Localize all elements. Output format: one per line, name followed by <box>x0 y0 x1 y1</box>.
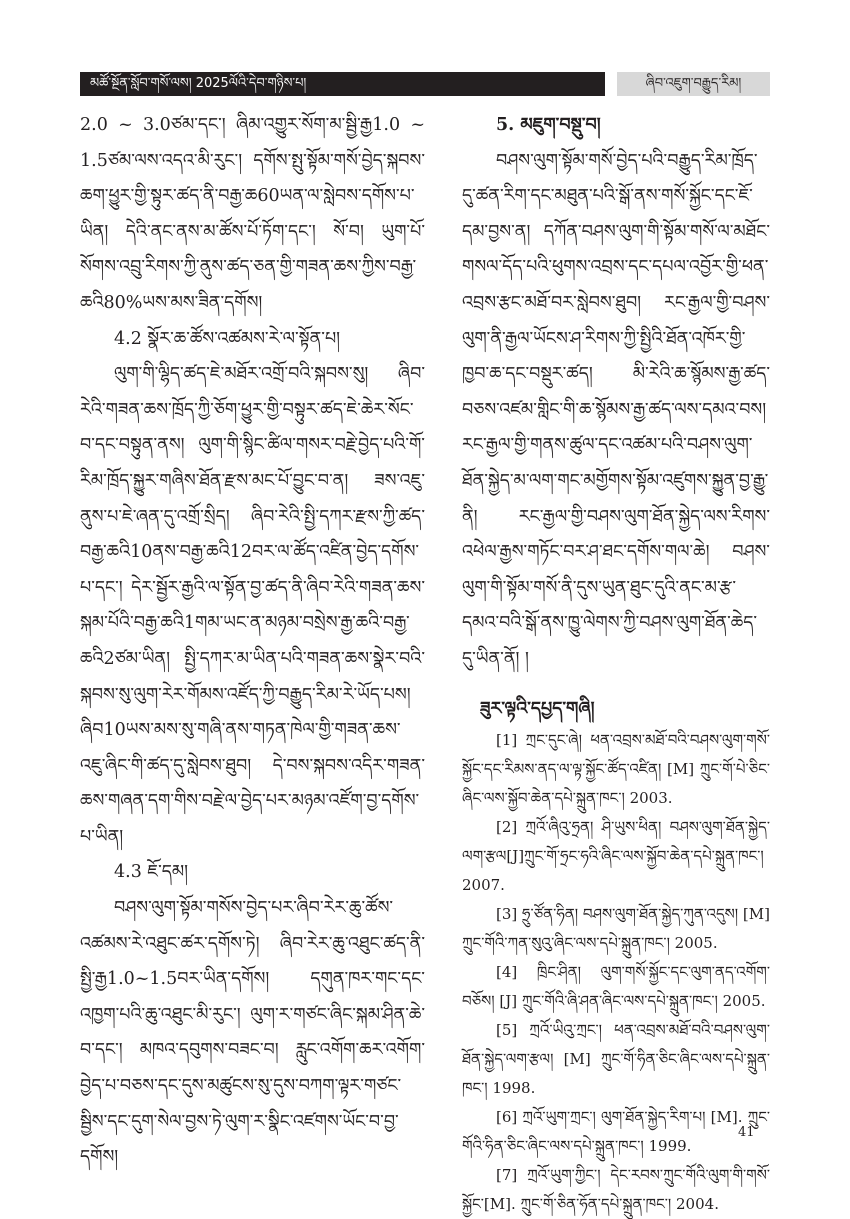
section-header: ཞིབ་འཇུག་བརྒྱུད་རིམ། <box>617 72 770 96</box>
body-paragraph: བཤས་ལུག་སྟོམ་གསོ་བྱེད་པའི་བརྒྱུད་རིམ་ཁྲོད་དུ་ཚན་རིག་དང་མཐུན་པའི་སྒོ་ནས་གསོ་སྐྱོང་དང་ཇོ་དམ་བྱས་ན། དཀོན་བཤས་ལུག་གི་སྟོམ་གསོ་ལ་མཐོང་གསལ་དོད་པའི་ཕུགས་འབྲས་དང་དཔལ་འབྱོར་གྱི་ཕན་འབྲས་རྩང་མཐོ་བར་སླེབས་ཐུབ། རང་རྒྱལ་གྱི་བཤས་ལུག་ནི་རྒྱལ་ཡོངས་ཤ་རིགས་ཀྱི་སྤྱིའི་ཐོན་འཁོར་གྱི་ཁྱབ་ཆ་དང་བསྡུར་ཚད། མི་རེའི་ཆ་སྙོམས་རྒྱ་ཚད་བཅས་འཛམ་གླིང་གི་ཆ་སྙོམས་རྒྱ་ཚད་ལས་དམའ་བས། རང་རྒྱལ་གྱི་གནས་ཚུལ་དང་འཚམ་པའི་བཤས་ལུག་ཐོན་སྐྱེད་མ་ལག་གང་མགྱོགས་སྟོམ་འཛུགས་སྐྱུན་བྱ་རྒྱུ་ནི། རང་རྒྱལ་གྱི་བཤས་ལུག་ཐོན་སྐྱེད་ལས་རིགས་འཕེལ་རྒྱས་གཏོང་བར་ཤ་ཐང་དགོས་གལ་ཆེ། བཤས་ལུག་གི་སྟོམ་གསོ་ནི་དུས་ཡུན་ཐུང་དུའི་ནང་མ་རྩ་དམའ་བའི་སྒོ་ནས་ཁྱུ་ལེགས་ཀྱི་བཤས་ལུག་ཐོན་ཆེད་དུ་ཡིན་ནོ། ། <box>462 150 770 669</box>
left-column <box>80 108 425 1176</box>
body-paragraph: 2.0 ~ 3.0ཙམ་དང་། ཞིམ་འགྱུར་སོག་མ་སྦྱི་རྒྱ1.0 ~ 1.5ཙམ་ལས་འདའ་མི་རུང་། དགོས་སྤུ་སྟོམ་གསོ་བྱེད་སྐབས་ཆག་ཕྱུར་གྱི་སྟུར་ཚད་ནི་བརྒྱ་ཆ60ཡན་ལ་སླེབས་དགོས་པ་ཡིན། དེའི་ནང་ནས་མ་ཚོས་པོ་ཏོག་དང་། སོ་བ། ཡུག་པོ་སོགས་འབྲུ་རིགས་ཀྱི་ནུས་ཚད་ཅན་གྱི་གཟན་ཆས་ཀྱིས་བརྒྱ་ཆའི80%ཡས་མས་ཟིན་དགོས། <box>80 115 425 313</box>
page-number: 41 <box>738 1125 755 1140</box>
reference-item: [2] ཀྲའོ་ཞིའུ་ཧྲན། ཤི་ཡུས་ཕིན། བཤས་ལུག་ཐོན་སྐྱེད་ལག་རྩལ[J]ཀྲུང་གོ་ཧྲང་ཧའི་ཞིང་ལས་སྐྱོབ་ཆེན་དཔེ་སྐྲུན་ཁང་། 2007. <box>462 817 770 894</box>
reference-item: [3] ཧྲུ་ཙོན་ཧིན། བཤས་ལུག་ཐོན་སྐྱེད་ཀུན་འདུས། [M] ཀྲུང་གོའི་ཀན་སུའུ་ཞིང་ལས་དཔེ་སྐྲུན་ཁང་། 2005. <box>462 904 770 952</box>
reference-item: [7] ཀྲའོ་ཡུག་ཀྱིང་། དེང་རབས་ཀྲུང་གོའི་ལུག་གི་གསོ་སྐྱོང་[M]. ཀྲུང་གོ་ཅིན་ཧོན་དཔེ་སྐྲུན་ཁང་། 2004. <box>462 1165 770 1213</box>
reference-item: [1] ཀྲང་དུང་ཞེ། ཕན་འབྲས་མཐོ་བའི་བཤས་ལུག་གསོ་སྐྱོང་དང་རིམས་ནད་ལ་ལྟ་སྐྱོང་ཚོད་འཛིན། [M] ཀྲུང་གོ་པེ་ཅིང་ཞིང་ལས་སྐྱོབ་ཆེན་དཔེ་སྐྲུན་ཁང་། 2003. <box>462 730 770 807</box>
section-heading-5: 5. མཇུག་བསྡུ་བ། <box>496 115 601 135</box>
journal-header: མཚོ་སྔོན་སློབ་གསོ་ལས། 2025ལོའི་དེབ་གཉིས་པ། <box>80 72 605 96</box>
section-heading-4-3: 4.3 ཇོ་དམ། <box>114 862 189 883</box>
references-title: ཟུར་ལྟའི་དཔྱད་གཞི། <box>480 698 595 719</box>
body-paragraph: ལུག་གི་ལྷིད་ཚད་ཇེ་མཐོར་འགྲོ་བའི་སྐབས་སུ། ཞིབ་རེའི་གཟན་ཆས་ཁྲོད་ཀྱི་ཅོག་ཕྱུར་གྱི་བསྟུར་ཚད་ཇེ་ཆེར་སོང་བ་དང་བསྟུན་ནས། ལུག་གི་སྙིང་ཚིལ་གསར་བརྗེ་བྱེད་པའི་གོ་རིམ་ཁྲོད་སྐྱུར་གཞིས་ཐོན་རྫས་མང་པོ་བྱུང་བ་ན། ཟས་འཇུ་ནུས་པ་ཇེ་ཞན་དུ་འགྲོ་སྲིད། ཞིབ་རེའི་སྤྱི་དཀར་རྫས་ཀྱི་ཚད་བརྒྱ་ཆའི10ནས་བརྒྱ་ཆའི12བར་ལ་ཚོད་འཛིན་བྱེད་དགོས་པ་དང་། དེར་སྦྱོར་རྒྱའི་ལ་སྟོན་བྱ་ཚད་ནི་ཞིབ་རེའི་གཟན་ཆས་སྐམ་པོའི་བརྒྱ་ཆའི1གམ་ཡང་ན་མཉམ་བསྲེས་རྒྱ་ཆའི་བརྒྱ་ཆའི2ཙམ་ཡིན། སྤྱི་དཀར་མ་ཡིན་པའི་གཟན་ཆས་སྣེར་བའི་སྐབས་སུ་ལུག་རེར་གོམས་འཛོད་ཀྱི་བརྒྱུད་རིམ་རེ་ཡོད་པས། ཞིབ10ཡས་མས་སུ་གཞི་ནས་གཏན་ཁེལ་གྱི་གཟན་ཆས་འཇུ་ཞིང་གི་ཚད་དུ་སླེབས་ཐུབ། དེ་བས་སྐབས་འདིར་གཟན་ཆས་གཞན་དག་གིས་བརྗེ་ལ་བྱེད་པར་མཉམ་འཛོག་བྱ་དགོས་པ་ཡིན། <box>80 364 425 847</box>
reference-item: [5] ཀྲའོ་ཡིའུ་ཀྲང་། ཕན་འབྲས་མཐོ་བའི་བཤས་ལུག་ཐོན་སྐྱེད་ལག་རྩལ། [M] ཀྲུང་གོ་ཧིན་ཅིང་ཞིང་ལས་དཔེ་སྐྲུན་ཁང་། 1998. <box>462 1020 770 1097</box>
right-column <box>462 108 770 1219</box>
reference-item: [4] ཁྲིང་ཤིན། ལུག་གསོ་སྐྱོང་དང་ལུག་ནད་འགོག་བཅོས། [J] ཀྲུང་གོའི་ཞི་ཤན་ཞིང་ལས་དཔེ་སྐྲུན་ཁང་། 2005. <box>462 962 770 1010</box>
body-paragraph: བཤས་ལུག་སྟོམ་གསོས་བྱེད་པར་ཞིབ་རེར་ཆུ་ཚོས་འཚམས་རེ་འཐུང་ཚར་དགོས་ཏེ། ཞིབ་རེར་ཆུ་འཐུང་ཚད་ནི་སྤྱི་རྒྱ1.0~1.5བར་ཡིན་དགོས། དགུན་ཁར་གང་དང་འཁྱག་པའི་ཆུ་འཐུང་མི་རུང་། ལུག་ར་གཙང་ཞིང་སྐམ་ཤིན་ཆེ་བ་དང་། མཁའ་དབུགས་བཟང་བ། རླུང་འགོག་ཆར་འགོག་བྱེད་པ་བཅས་དང་དུས་མཚུངས་སུ་དུས་བཀག་ལྟར་གཙང་སྦྱིས་དང་དུག་སེལ་བྱས་ཏེ་ལུག་ར་སྣིང་འཛགས་ཡོང་བ་བྱ་དགོས། <box>80 898 425 1168</box>
reference-item: [6] ཀྲའོ་ཡུག་ཀྲང་། ལུག་ཐོན་སྐྱེད་རིག་པ། [M]. ཀྲུང་གོའི་ཧིན་ཅིང་ཞིང་ལས་དཔེ་སྐྲུན་ཁང་། 1999. <box>462 1107 770 1155</box>
section-heading-4-2: 4.2 སྣོར་ཆ་ཚོས་འཚམས་རེ་ལ་སྟོན་པ། <box>114 328 341 349</box>
